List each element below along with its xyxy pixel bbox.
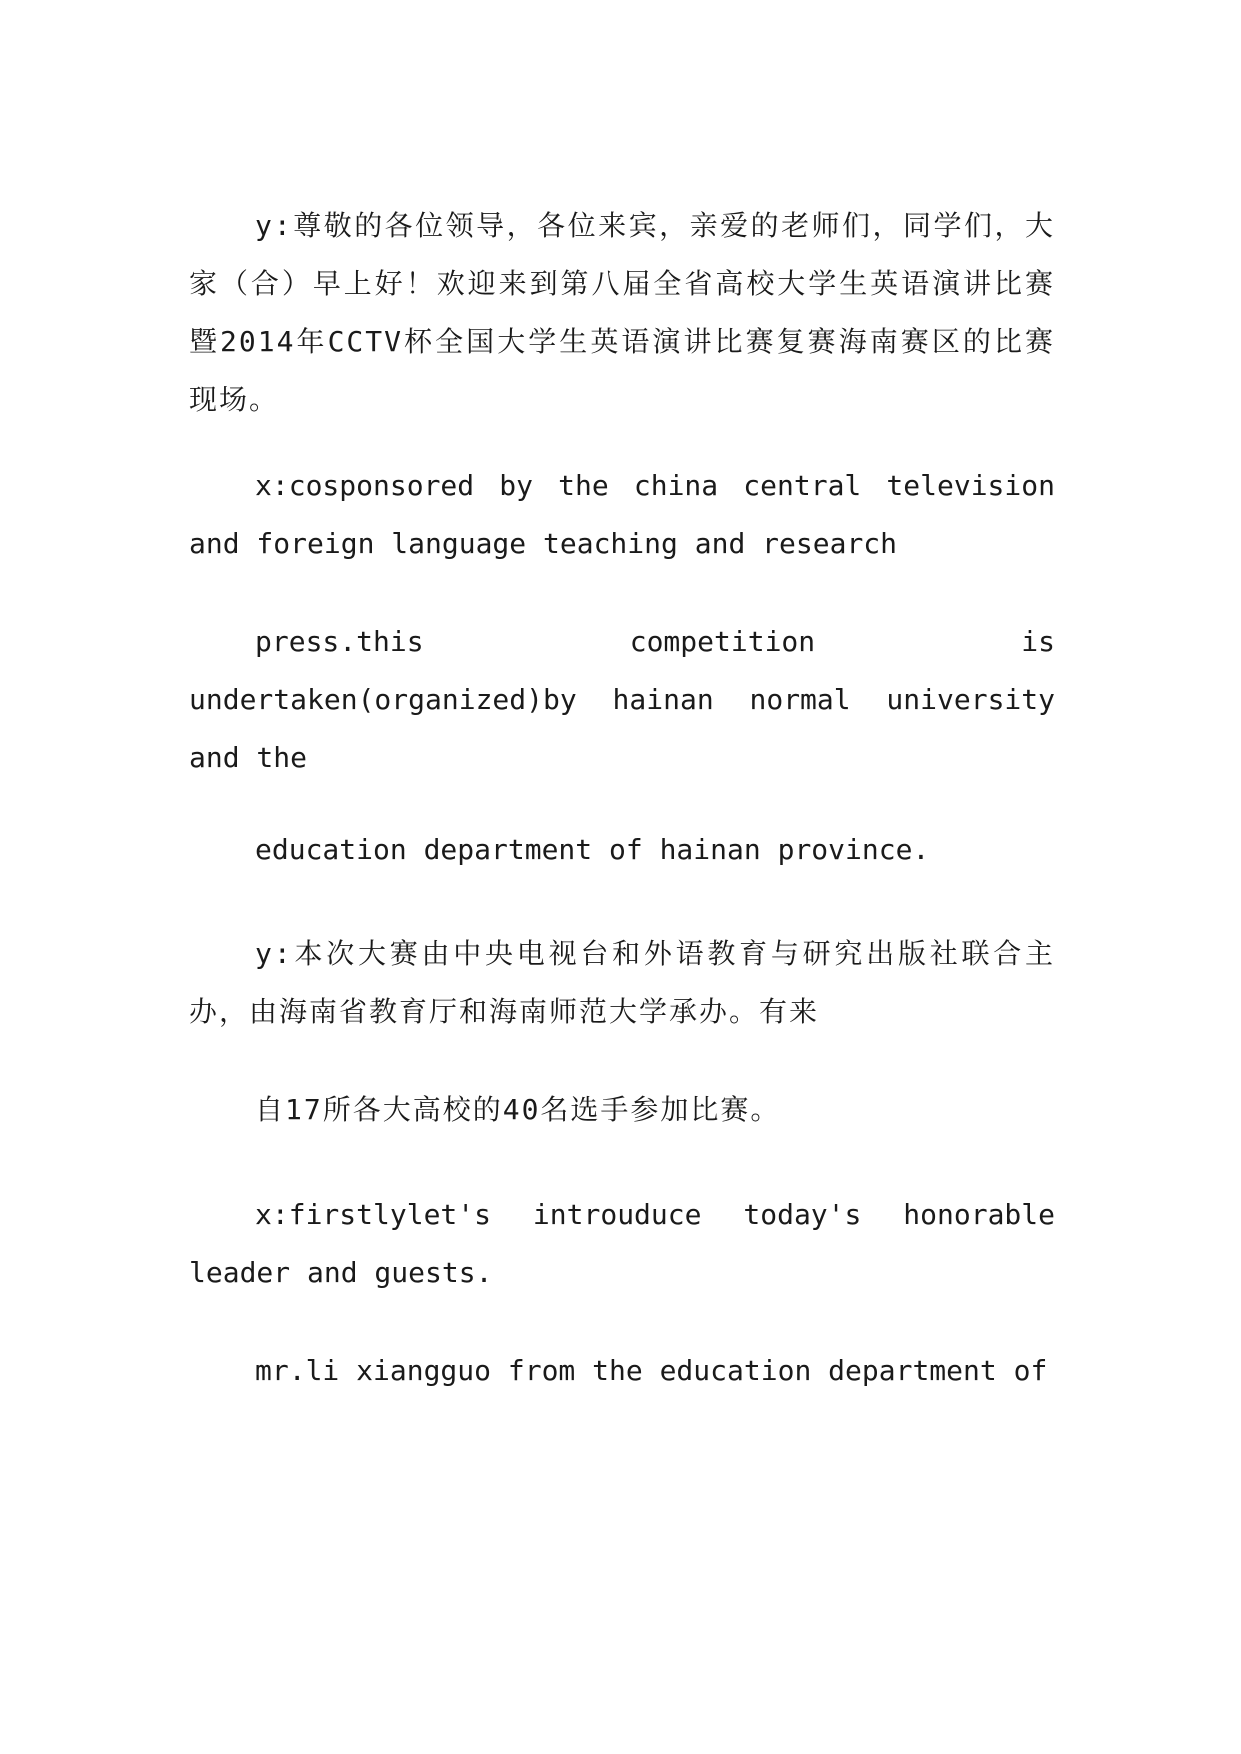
paragraph-contestants-chinese: 自17所各大高校的40名选手参加比赛。 (255, 1093, 781, 1126)
paragraph-welcome-chinese: y:尊敬的各位领导，各位来宾，亲爱的老师们，同学们，大家（合）早上好！欢迎来到第八届全省高校大学生英语演讲比赛暨2014年CCTV杯全国大学生英语演讲比赛复赛海南赛区的比赛现场。 (189, 209, 1055, 416)
paragraph-cosponsored-english: x:cosponsored by the china central television and foreign language teaching and research (189, 469, 1055, 560)
paragraph-mr-li-english: mr.li xiangguo from the education department of (255, 1354, 1048, 1387)
paragraph-introduce-guests-english: x:firstlylet's introuduce today's honorable leader and guests. (189, 1198, 1055, 1289)
paragraph-organizers-chinese: y:本次大赛由中央电视台和外语教育与研究出版社联合主办，由海南省教育厅和海南师范大学承办。有来 (189, 937, 1055, 1028)
paragraph-education-department-english: education department of hainan province. (255, 833, 930, 866)
paragraph-competition-organizer-english: press.this competition is undertaken(organized)by hainan normal university and the (189, 625, 1055, 774)
